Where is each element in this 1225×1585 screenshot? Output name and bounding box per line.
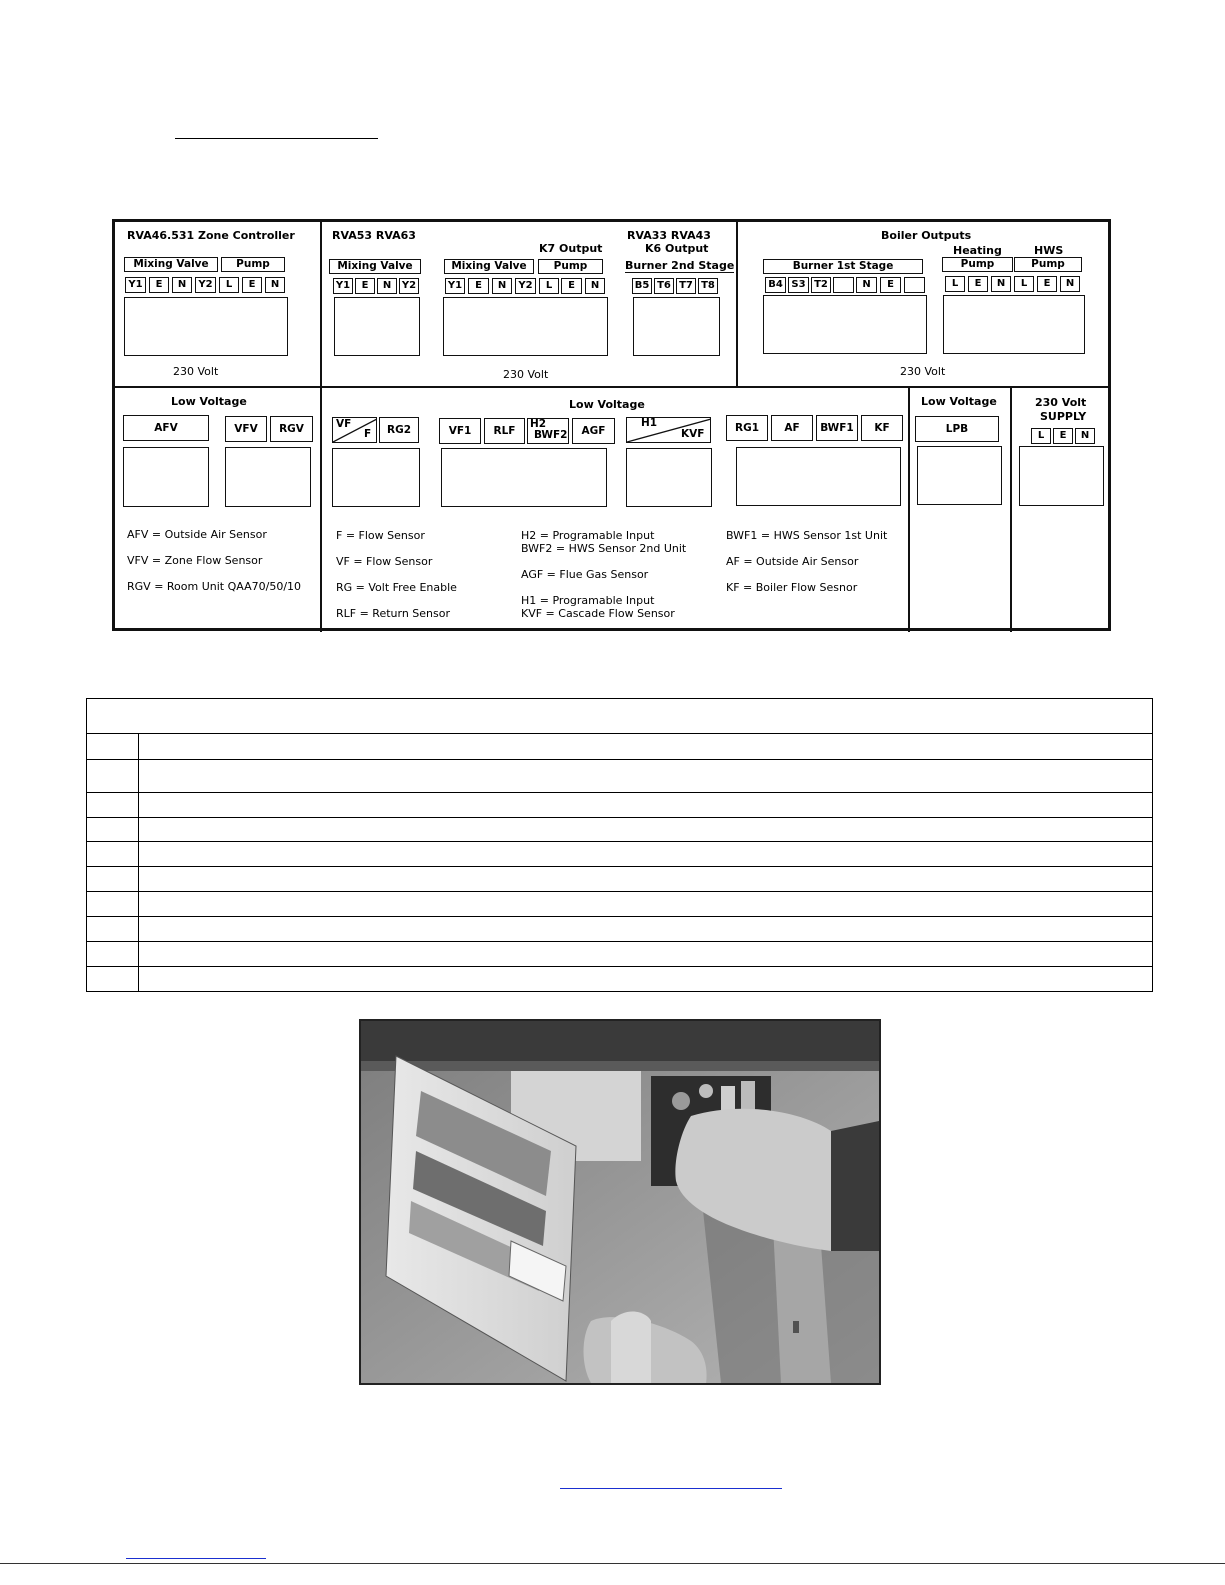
legend-h2: H2 = Programable Input (521, 529, 655, 542)
terminal: T6 (654, 278, 674, 294)
terminal (833, 277, 854, 293)
legend-vfv: VFV = Zone Flow Sensor (127, 554, 263, 567)
link-underline (560, 1488, 782, 1489)
legend-kvf: KVF = Cascade Flow Sensor (521, 607, 675, 620)
legend-h1: H1 = Programable Input (521, 594, 655, 607)
divider-horizontal (115, 386, 1111, 388)
legend-bwf2: BWF2 = HWS Sensor 2nd Unit (521, 542, 687, 555)
terminal: L (945, 276, 965, 292)
boiler-voltage: 230 Volt (900, 365, 946, 378)
bwf1-label: BWF1 (816, 415, 858, 441)
heading-underline (175, 138, 378, 139)
supply-title-2: SUPPLY (1040, 410, 1087, 423)
kf-label: KF (861, 415, 903, 441)
low-voltage-left-title: Low Voltage (171, 395, 247, 408)
vf-f-label (332, 417, 377, 443)
rg1-label: RG1 (726, 415, 768, 441)
afv-label: AFV (123, 415, 209, 441)
legend-bwf1: BWF1 = HWS Sensor 1st Unit (726, 529, 888, 542)
legend-kf: KF = Boiler Flow Sesnor (726, 581, 858, 594)
heating-pump-label: Pump (942, 257, 1013, 272)
terminal: T7 (676, 278, 696, 294)
h1-kvf-label (626, 417, 711, 443)
rgv-label: RGV (270, 416, 313, 442)
vf-top-text: VF (336, 418, 352, 430)
rva53-pump-label: Pump (538, 259, 603, 274)
terminal: E (880, 277, 901, 293)
wiring-diagram (112, 219, 1111, 631)
table-row (87, 817, 1152, 818)
vfv-label: VFV (225, 416, 267, 442)
terminal: L (219, 277, 239, 293)
hws-pump-label: Pump (1014, 257, 1082, 272)
legend-rg: RG = Volt Free Enable (336, 581, 457, 594)
h2-top-text: H2 (530, 418, 547, 430)
terminal: Y2 (195, 277, 216, 293)
terminal: E (1053, 428, 1073, 444)
legend-af: AF = Outside Air Sensor (726, 555, 859, 568)
zone-pump-label: Pump (221, 257, 285, 272)
terminal: E (149, 277, 169, 293)
rva53-socket-1 (334, 297, 420, 356)
burner-2nd-stage-label: Burner 2nd Stage (625, 259, 735, 272)
footer-rule (0, 1563, 1225, 1564)
boiler-outputs-title: Boiler Outputs (881, 229, 972, 242)
table-row (87, 966, 1152, 967)
lpb-socket (917, 446, 1002, 505)
rva33-socket (633, 297, 720, 356)
legend-rlf: RLF = Return Sensor (336, 607, 451, 620)
supply-socket (1019, 446, 1104, 506)
rva53-mixing-valve-label-1: Mixing Valve (329, 259, 421, 274)
terminal: B4 (765, 277, 786, 293)
terminal: T2 (811, 277, 831, 293)
h2-bwf2-label (527, 418, 569, 444)
zone-voltage: 230 Volt (173, 365, 219, 378)
low-voltage-right-title: Low Voltage (921, 395, 997, 408)
photo-illustration (361, 1021, 879, 1383)
terminal: L (539, 278, 559, 294)
kvf-bottom-text: KVF (681, 428, 705, 440)
legend-agf: AGF = Flue Gas Sensor (521, 568, 649, 581)
legend-f: F = Flow Sensor (336, 529, 425, 542)
terminal: Y1 (445, 278, 465, 294)
terminal: N (1075, 428, 1095, 444)
vfv-rgv-socket (225, 447, 311, 507)
k7-output-label: K7 Output (539, 242, 603, 255)
af-label: AF (771, 415, 813, 441)
supply-title-1: 230 Volt (1035, 396, 1087, 409)
vf1-label: VF1 (439, 418, 481, 444)
zone-mixing-valve-label: Mixing Valve (124, 257, 218, 272)
blank-table (86, 698, 1153, 992)
rva33-title: RVA33 RVA43 (627, 229, 711, 242)
terminal: S3 (788, 277, 809, 293)
terminal: E (468, 278, 489, 294)
footer-link-underline (126, 1558, 266, 1559)
divider-lpb (908, 388, 910, 632)
terminal: N (1060, 276, 1080, 292)
terminal: N (492, 278, 512, 294)
legend-rgv: RGV = Room Unit QAA70/50/10 (127, 580, 302, 593)
rlf-label: RLF (484, 418, 525, 444)
table-row (87, 866, 1152, 867)
rva53-title: RVA53 RVA63 (332, 229, 416, 242)
terminal: L (1031, 428, 1051, 444)
terminal: N (585, 278, 605, 294)
heating-label: Heating (953, 244, 1002, 257)
terminal: T8 (698, 278, 718, 294)
f-bottom-text: F (364, 428, 372, 440)
rg2-label: RG2 (379, 417, 419, 443)
bwf2-bottom-text: BWF2 (534, 429, 568, 441)
table-row (87, 941, 1152, 942)
rva53-mixing-valve-label-2: Mixing Valve (444, 259, 534, 274)
terminal: N (265, 277, 285, 293)
divider-supply (1010, 388, 1012, 632)
terminal: E (968, 276, 988, 292)
k6-output-label: K6 Output (645, 242, 709, 255)
terminal: Y2 (399, 278, 419, 294)
divider-zone (320, 222, 322, 632)
terminal: N (991, 276, 1011, 292)
rva53-voltage: 230 Volt (503, 368, 549, 381)
afv-socket (123, 447, 209, 507)
legend-vf: VF = Flow Sensor (336, 555, 433, 568)
legend-afv: AFV = Outside Air Sensor (127, 528, 267, 541)
terminal: Y1 (333, 278, 353, 294)
low-voltage-mid-title: Low Voltage (569, 398, 645, 411)
terminal: Y1 (125, 277, 146, 293)
table-number-column-divider (138, 734, 139, 992)
table-row (87, 916, 1152, 917)
zone-controller-title: RVA46.531 Zone Controller (127, 229, 295, 242)
table-row (87, 841, 1152, 842)
vf1-agf-socket (441, 448, 607, 507)
lpb-label: LPB (915, 416, 999, 442)
terminal (904, 277, 925, 293)
table-row (87, 891, 1152, 892)
rg1-kf-socket (736, 447, 901, 506)
boiler-pump-socket (943, 295, 1085, 354)
table-row (87, 759, 1152, 760)
terminal: E (242, 277, 262, 293)
terminal: Y2 (515, 278, 536, 294)
burner-1st-stage-label: Burner 1st Stage (763, 259, 923, 274)
terminal: E (1037, 276, 1057, 292)
vf-rg2-socket (332, 448, 420, 507)
agf-label: AGF (572, 418, 615, 444)
divider-boiler (736, 222, 738, 388)
table-row (87, 733, 1152, 734)
installation-photo (359, 1019, 881, 1385)
rva53-socket-2 (443, 297, 608, 356)
terminal: E (561, 278, 582, 294)
terminal: B5 (632, 278, 652, 294)
terminal: N (856, 277, 877, 293)
zone-socket (124, 297, 288, 356)
terminal: N (172, 277, 192, 293)
h1-top-text: H1 (641, 417, 658, 429)
terminal: N (377, 278, 397, 294)
h1-kvf-socket (626, 448, 712, 507)
terminal: E (355, 278, 375, 294)
table-row (87, 792, 1152, 793)
terminal: L (1014, 276, 1034, 292)
boiler-burner-socket (763, 295, 927, 354)
hws-label: HWS (1034, 244, 1064, 257)
